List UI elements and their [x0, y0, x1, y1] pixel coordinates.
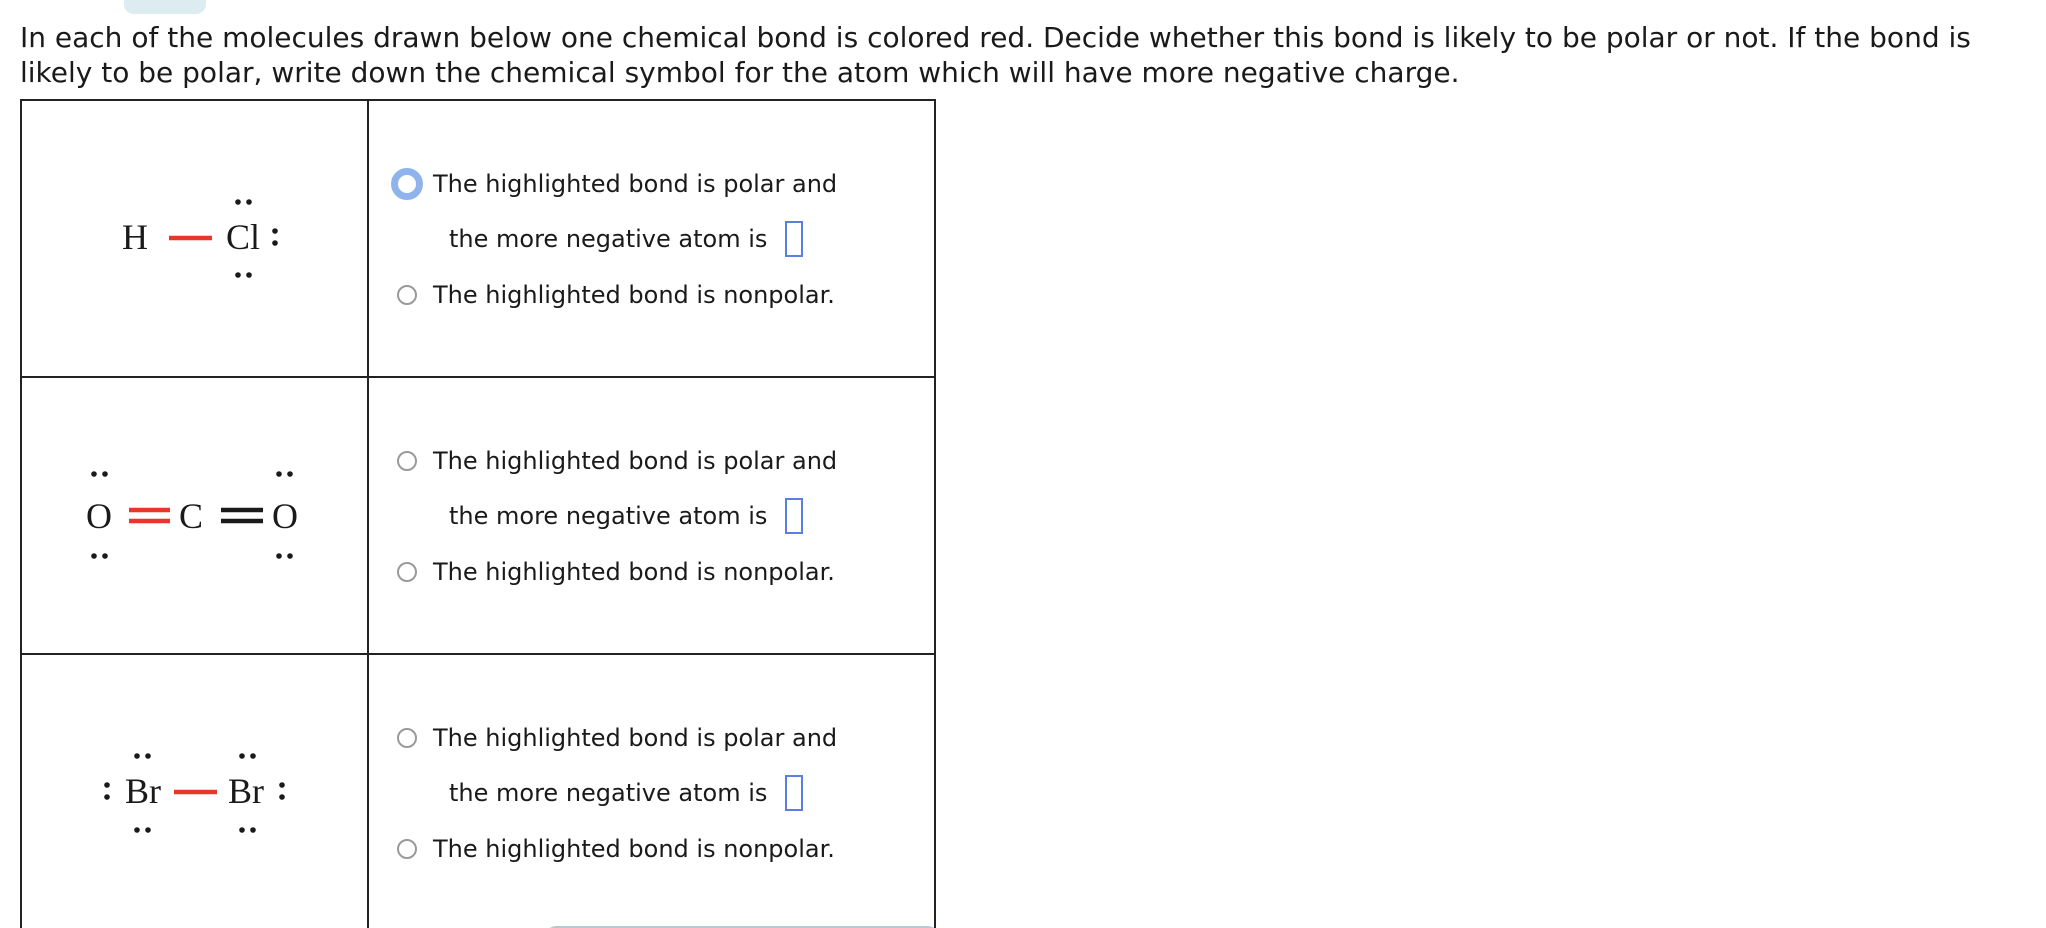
polar-radio[interactable] [391, 168, 423, 200]
negative-atom-label: the more negative atom is [449, 225, 768, 253]
polar-radio[interactable] [397, 451, 417, 471]
answer-cell [368, 100, 935, 377]
polar-option-label: The highlighted bond is polar and [433, 447, 838, 475]
atom-o-right: O [272, 496, 298, 536]
instructions-text: In each of the molecules drawn below one chemical bond is colored red. Decide whether this bond is likely to be polar or not. If the bond is likely to be polar, write down the chemical symbol for the atom which will have more negative charge. [20, 21, 1971, 89]
question-row [21, 654, 935, 928]
polar-option-label: The highlighted bond is polar and [433, 724, 838, 752]
negative-atom-row [449, 496, 803, 536]
atom-h: H [122, 217, 148, 257]
molecule-co2 [22, 378, 367, 653]
nonpolar-option-label: The highlighted bond is nonpolar. [433, 281, 835, 309]
option-polar[interactable] [397, 718, 837, 758]
negative-atom-input[interactable] [785, 221, 803, 257]
option-polar[interactable] [397, 441, 837, 481]
option-nonpolar[interactable] [397, 552, 835, 592]
molecule-cell [21, 377, 368, 654]
atom-br-right: Br [228, 771, 264, 811]
option-nonpolar[interactable] [397, 829, 835, 869]
negative-atom-row [449, 773, 803, 813]
nonpolar-radio[interactable] [397, 839, 417, 859]
answer-cell [368, 654, 935, 928]
question-row [21, 100, 935, 377]
negative-atom-label: the more negative atom is [449, 779, 768, 807]
molecule-br2 [22, 655, 367, 928]
molecule-cell [21, 654, 368, 928]
polar-option-label: The highlighted bond is polar and [433, 170, 838, 198]
answer-cell [368, 377, 935, 654]
atom-cl: Cl [226, 217, 261, 257]
nonpolar-radio[interactable] [397, 562, 417, 582]
nonpolar-option-label: The highlighted bond is nonpolar. [433, 558, 835, 586]
question-table [20, 99, 936, 928]
atom-c: C [179, 496, 204, 536]
negative-atom-input[interactable] [785, 775, 803, 811]
negative-atom-label: the more negative atom is [449, 502, 768, 530]
option-polar[interactable] [397, 164, 837, 204]
polar-radio[interactable] [397, 728, 417, 748]
question-row [21, 377, 935, 654]
negative-atom-row [449, 219, 803, 259]
option-nonpolar[interactable] [397, 275, 835, 315]
top-tab [124, 0, 206, 14]
nonpolar-radio[interactable] [397, 285, 417, 305]
molecule-hcl [22, 101, 367, 376]
atom-br-left: Br [125, 771, 161, 811]
molecule-cell [21, 100, 368, 377]
atom-o-left: O [86, 496, 112, 536]
negative-atom-input[interactable] [785, 498, 803, 534]
nonpolar-option-label: The highlighted bond is nonpolar. [433, 835, 835, 863]
